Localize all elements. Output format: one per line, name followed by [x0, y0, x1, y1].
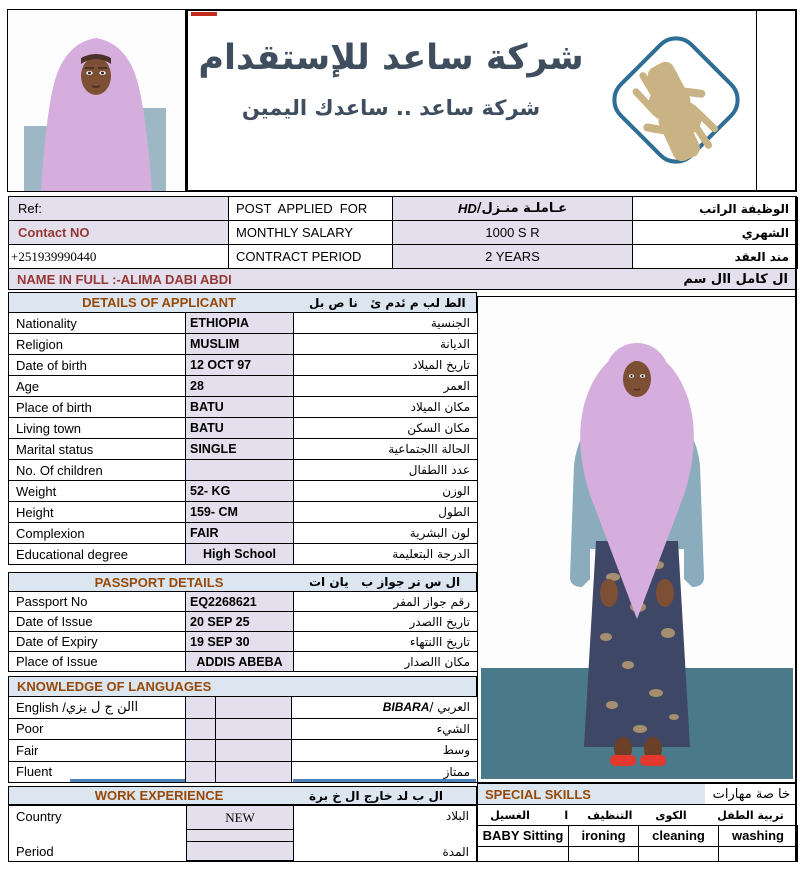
language-check-cell: [186, 740, 216, 762]
field-label-arabic: تاريخ االصدر: [294, 612, 478, 632]
work-values-column: [186, 806, 294, 861]
level-label-arabic: ممتاز: [292, 762, 478, 784]
field-label: Nationality: [9, 313, 186, 334]
field-label-arabic: الدرجة البتعليمة: [294, 544, 478, 565]
field-label-arabic: لون البشرية: [294, 523, 478, 544]
level-label: Fluent: [9, 762, 186, 784]
country-label-arabic: البلاد: [445, 809, 469, 823]
field-label-arabic: تاريخ الميلاد: [294, 355, 478, 376]
field-label: Place of birth: [9, 397, 186, 418]
field-label-arabic: مكان السكن: [294, 418, 478, 439]
language-check-cell: [216, 740, 292, 762]
field-label-arabic: مكان الميلاد: [294, 397, 478, 418]
field-value: BATU: [186, 418, 294, 439]
field-value: ADDIS ABEBA: [186, 652, 294, 672]
language-check-cell: [216, 719, 292, 741]
language-check-cell: [216, 762, 292, 784]
field-label: Date of Issue: [9, 612, 186, 632]
arabic-label: العربي /: [429, 700, 470, 715]
contract-period-value: 2 YEARS: [393, 245, 633, 269]
passport-section-header: [8, 572, 477, 592]
skill-cell: [478, 847, 569, 862]
field-value: FAIR: [186, 523, 294, 544]
scan-artifact-mark: [191, 12, 217, 16]
field-value: BATU: [186, 397, 294, 418]
field-label: Place of Issue: [9, 652, 186, 672]
passport-title: PASSPORT DETAILS: [94, 574, 224, 590]
country-value: NEW: [186, 806, 294, 830]
monthly-salary-value: 1000 S R: [393, 221, 633, 245]
fluent-underline-arabic: [293, 779, 476, 782]
skill-column-header: washing: [719, 825, 798, 847]
passport-table: [8, 592, 477, 672]
field-label-arabic: الطول: [294, 502, 478, 523]
period-value: [186, 842, 294, 861]
field-value: MUSLIM: [186, 334, 294, 355]
level-label: Poor: [9, 719, 186, 741]
field-value: ETHIOPIA: [186, 313, 294, 334]
applicant-full-photo: [477, 296, 797, 783]
ref-label: Ref:: [9, 197, 229, 221]
company-slogan-arabic: شركة ساعد .. ساعدك اليمين: [241, 96, 541, 120]
skill-column-header: ironing: [569, 825, 639, 847]
field-value: 12 OCT 97: [186, 355, 294, 376]
post-value-latin: HD: [457, 201, 477, 216]
right-border-line: [795, 196, 797, 862]
field-label: Marital status: [9, 439, 186, 460]
field-label: Educational degree: [9, 544, 186, 565]
period-label-arabic: المدة: [442, 845, 469, 859]
field-value: 159- CM: [186, 502, 294, 523]
details-title: DETAILS OF APPLICANT: [82, 295, 236, 310]
field-value: EQ2268621: [186, 592, 294, 612]
contract-period-label: CONTRACT PERIOD: [229, 245, 393, 269]
post-info-table: [8, 196, 797, 269]
post-value-arabic: عـاملـة منـزل/: [476, 201, 568, 216]
language-check-cell: [216, 697, 292, 719]
field-label-arabic: الديانة: [294, 334, 478, 355]
work-arabic-column: [294, 806, 476, 861]
passport-title-arabic: ال س نر جواز ب يان ات: [309, 575, 461, 589]
field-label-arabic: العمر: [294, 376, 478, 397]
country-label: Country: [16, 809, 62, 824]
languages-section-header: [8, 676, 477, 697]
level-label-arabic: وسط: [292, 740, 478, 762]
skill-cell: [719, 847, 798, 862]
field-label: Living town: [9, 418, 186, 439]
company-name-arabic: شركة ساعد للإستقدام: [198, 38, 584, 78]
skill-cell: [569, 847, 639, 862]
level-label: Fair: [9, 740, 186, 762]
skill-column-header: BABY Sitting: [478, 825, 569, 847]
language-check-cell: [186, 697, 216, 719]
field-label-arabic: عدد االطفال: [294, 460, 478, 481]
arabic-language-label: [292, 697, 478, 719]
full-name-label-arabic: ال كامل اال سم: [683, 271, 788, 287]
level-label-arabic: الشيء: [292, 719, 478, 741]
language-check-cell: [186, 762, 216, 784]
post-applied-value: [393, 197, 633, 221]
fullbody-illustration: [478, 297, 796, 782]
period-label: Period: [16, 844, 54, 859]
field-value: 19 SEP 30: [186, 632, 294, 652]
work-experience-table: [8, 805, 477, 862]
language-check-cell: [186, 719, 216, 741]
contact-number-value: +251939990440: [9, 245, 229, 269]
field-label: Religion: [9, 334, 186, 355]
field-label-arabic: تاريخ االنتهاء: [294, 632, 478, 652]
work-empty-cell: [186, 830, 294, 842]
hands-logo-icon: [592, 14, 756, 186]
applicant-portrait-photo: [7, 9, 186, 192]
header-divider: [756, 9, 757, 192]
field-label: Weight: [9, 481, 186, 502]
full-name-row: [8, 268, 797, 290]
languages-table: [8, 697, 477, 783]
fluent-underline: [70, 779, 185, 782]
field-label: Date of Expiry: [9, 632, 186, 652]
field-label-arabic: رقم جواز المفر: [294, 592, 478, 612]
skills-columns-row: [477, 825, 797, 847]
portrait-illustration: [8, 10, 185, 191]
field-label-arabic: الجنسية: [294, 313, 478, 334]
field-value: [186, 460, 294, 481]
field-label: Complexion: [9, 523, 186, 544]
skills-title: SPECIAL SKILLS: [485, 786, 591, 802]
field-value: 28: [186, 376, 294, 397]
work-section-header: [8, 786, 477, 805]
field-label: No. Of children: [9, 460, 186, 481]
details-section-header: [8, 292, 477, 313]
post-label-arabic: الوظيفة الراتب: [633, 197, 798, 221]
skill-cell: [639, 847, 719, 862]
field-label: Passport No: [9, 592, 186, 612]
field-value: SINGLE: [186, 439, 294, 460]
field-value: 20 SEP 25: [186, 612, 294, 632]
skills-title-arabic: خا صة مهارات: [705, 783, 797, 805]
post-applied-label: POST APPLIED FOR: [229, 197, 393, 221]
skill-column-header: cleaning: [639, 825, 719, 847]
skills-section-header: [477, 783, 706, 805]
field-value: 52- KG: [186, 481, 294, 502]
field-value: High School: [186, 544, 294, 565]
english-label: English /: [16, 699, 66, 715]
contact-no-label: Contact NO: [9, 221, 229, 245]
details-table: [8, 313, 477, 565]
skills-empty-row: [477, 847, 797, 862]
english-label-arabic: االن ج ل يزي: [65, 699, 139, 715]
work-labels-column: [9, 806, 186, 861]
contract-label-arabic: مند العقد: [633, 245, 798, 269]
details-title-arabic: الط لب م ئدم ئ نا ص بل: [309, 295, 466, 310]
languages-title: KNOWLEDGE OF LANGUAGES: [17, 679, 212, 694]
work-title-arabic: ال ب لد خارج ال خ برة: [309, 788, 444, 803]
arabic-label-latin: BIBARA: [382, 700, 430, 715]
field-label-arabic: الوزن: [294, 481, 478, 502]
field-label-arabic: مكان االصدار: [294, 652, 478, 672]
field-label: Age: [9, 376, 186, 397]
field-label: Height: [9, 502, 186, 523]
salary-label-arabic: الشهري: [633, 221, 798, 245]
field-label: Date of birth: [9, 355, 186, 376]
work-title: WORK EXPERIENCE: [94, 788, 224, 803]
monthly-salary-label: MONTHLY SALARY: [229, 221, 393, 245]
language-row-label: [9, 697, 186, 719]
field-label-arabic: الحالة االجتماعية: [294, 439, 478, 460]
full-name-text: NAME IN FULL :-ALIMA DABI ABDI: [17, 271, 232, 287]
skills-arabic-row: تربية الطفل الكوى التنظيف ا الغسيل: [477, 804, 797, 826]
